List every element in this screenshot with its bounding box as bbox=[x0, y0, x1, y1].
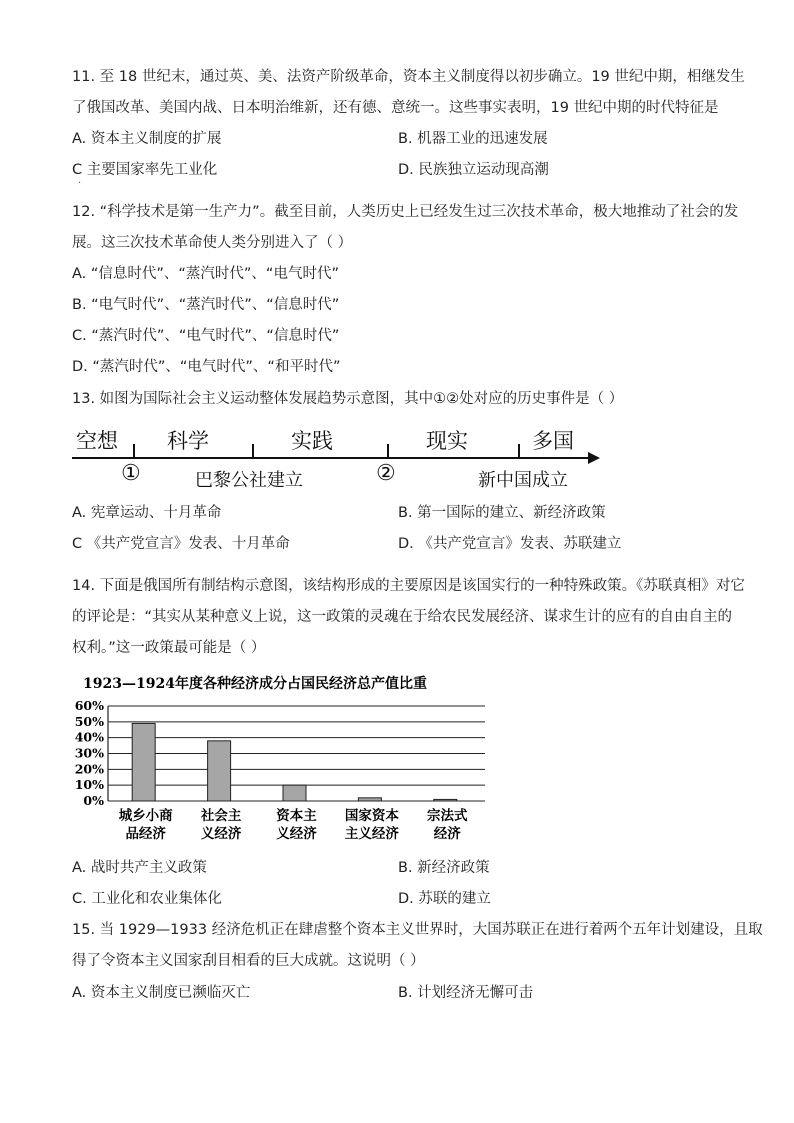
bar bbox=[132, 723, 155, 801]
y-tick-label: 20% bbox=[74, 761, 104, 777]
stray-dot: · bbox=[78, 178, 82, 189]
chart-title: 1923—1924年度各种经济成分占国民经济总产值比重 bbox=[83, 676, 427, 692]
q11-option-b[interactable]: B. 机器工业的迅速发展 bbox=[398, 131, 548, 147]
bar bbox=[358, 798, 381, 801]
q11-option-c[interactable]: C 主要国家率先工业化 bbox=[72, 162, 218, 178]
q15-stem-line2: 得了令资本主义国家刮目相看的巨大成就。这说明（ ） bbox=[72, 953, 425, 969]
y-tick-label: 10% bbox=[74, 777, 104, 793]
q13-option-d[interactable]: D. 《共产党宣言》发表、苏联建立 bbox=[398, 536, 622, 552]
q15-option-a[interactable]: A. 资本主义制度已濒临灭亡 bbox=[72, 985, 251, 1001]
q14-option-a[interactable]: A. 战时共产主义政策 bbox=[72, 860, 207, 876]
category-label: 城乡小商 bbox=[118, 808, 173, 824]
q13-option-b[interactable]: B. 第一国际的建立、新经济政策 bbox=[398, 505, 606, 521]
bar bbox=[283, 785, 306, 801]
q14-stem-line1: 14. 下面是俄国所有制结构示意图，该结构形成的主要原因是该国实行的一种特殊政策。《苏联真相》对它 bbox=[72, 578, 745, 594]
q14-option-c[interactable]: C. 工业化和农业集体化 bbox=[72, 891, 222, 907]
q12-option-a[interactable]: A. “信息时代”、“蒸汽时代”、“电气时代” bbox=[72, 266, 339, 282]
q12-stem-line2: 展。这三次技术革命使人类分别进入了（ ） bbox=[72, 235, 353, 251]
q12-stem-line1: 12. “科学技术是第一生产力”。截至目前，人类历史上已经发生过三次技术革命，极大地推动了社会的发 bbox=[72, 204, 739, 220]
category-label: 主义经济 bbox=[344, 826, 399, 842]
q12-option-d[interactable]: D. “蒸汽时代”、“电气时代”、“和平时代” bbox=[72, 359, 341, 375]
timeline-stage-4: 现实 bbox=[426, 429, 468, 453]
y-tick-label: 60% bbox=[74, 698, 104, 713]
bar bbox=[434, 799, 457, 801]
timeline-marker-2: ② bbox=[376, 461, 396, 486]
q13-option-a[interactable]: A. 宪章运动、十月革命 bbox=[72, 505, 222, 521]
category-label: 宗法式 bbox=[427, 808, 468, 824]
timeline-stage-3: 实践 bbox=[291, 429, 333, 453]
y-tick-label: 40% bbox=[74, 729, 104, 745]
q11-option-d[interactable]: D. 民族独立运动现高潮 bbox=[398, 162, 549, 178]
category-label: 国家资本 bbox=[344, 808, 399, 824]
q11-option-a[interactable]: A. 资本主义制度的扩展 bbox=[72, 131, 222, 147]
timeline-stage-1: 空想 bbox=[76, 429, 118, 453]
economy-share-bar-chart bbox=[60, 668, 500, 848]
q15-option-b[interactable]: B. 计划经济无懈可击 bbox=[398, 985, 534, 1001]
q14-stem-line3: 权利。”这一政策最可能是（ ） bbox=[72, 640, 266, 656]
category-label: 品经济 bbox=[125, 826, 166, 842]
q15-stem-line1: 15. 当 1929—1933 经济危机正在肆虐整个资本主义世界时，大国苏联正在进行着两个五年计划建设，且取 bbox=[72, 922, 763, 938]
q14-stem-line2: 的评论是：“其实从某种意义上说，这一政策的灵魂在于给农民发展经济、谋求生计的应有的自由自主的 bbox=[72, 609, 733, 625]
category-label: 社会主 bbox=[200, 808, 242, 824]
category-label: 经济 bbox=[433, 826, 461, 842]
q14-option-b[interactable]: B. 新经济政策 bbox=[398, 860, 490, 876]
timeline-axis bbox=[0, 440, 794, 480]
y-tick-label: 0% bbox=[83, 793, 104, 808]
q14-option-d[interactable]: D. 苏联的建立 bbox=[398, 891, 491, 907]
q12-option-c[interactable]: C. “蒸汽时代”、“电气时代”、“信息时代” bbox=[72, 328, 340, 344]
category-label: 资本主 bbox=[276, 808, 317, 824]
timeline-event-paris-commune: 巴黎公社建立 bbox=[195, 470, 303, 491]
q13-option-c[interactable]: C 《共产党宣言》发表、十月革命 bbox=[72, 536, 290, 552]
category-label: 义经济 bbox=[276, 826, 317, 842]
y-tick-label: 50% bbox=[74, 713, 104, 729]
q11-stem-line2: 了俄国改革、美国内战、日本明治维新，还有德、意统一。这些事实表明，19 世纪中期的时代特征是 bbox=[72, 100, 719, 116]
q11-stem-line1: 11. 至 18 世纪末，通过英、美、法资产阶级革命，资本主义制度得以初步确立。19 世纪中期，相继发生 bbox=[72, 69, 745, 85]
y-tick-label: 30% bbox=[74, 745, 104, 761]
timeline-stage-5: 多国 bbox=[532, 429, 574, 453]
timeline-marker-1: ① bbox=[121, 461, 141, 486]
bar bbox=[208, 741, 231, 801]
q12-option-b[interactable]: B. “电气时代”、“蒸汽时代”、“信息时代” bbox=[72, 297, 340, 313]
timeline-stage-2: 科学 bbox=[167, 429, 209, 453]
q13-stem: 13. 如图为国际社会主义运动整体发展趋势示意图，其中①②处对应的历史事件是（ ） bbox=[72, 391, 624, 407]
timeline-event-new-china: 新中国成立 bbox=[478, 470, 568, 491]
category-label: 义经济 bbox=[200, 826, 242, 842]
